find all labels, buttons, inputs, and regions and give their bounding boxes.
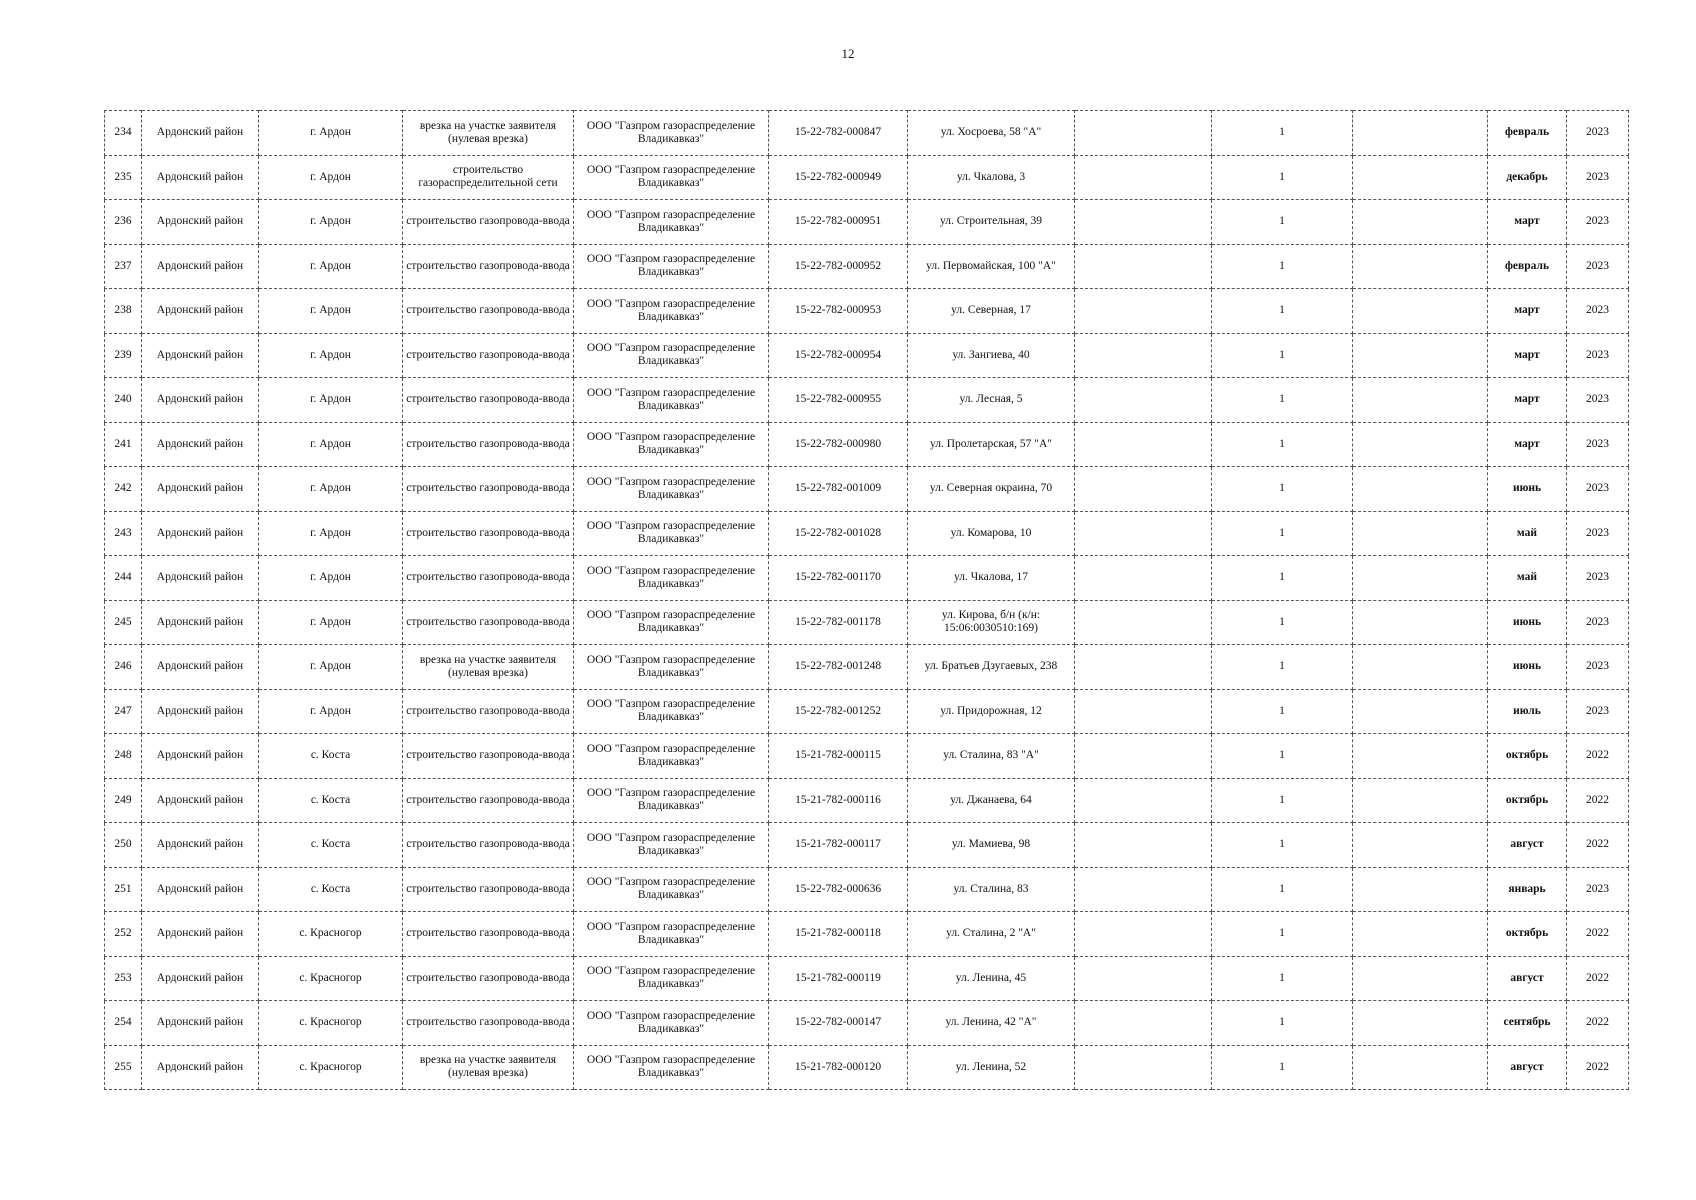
table-row — [105, 378, 1629, 423]
work-type-cell: строительство газопровода-ввода — [403, 200, 574, 245]
address-cell: ул. Комарова, 10 — [908, 511, 1075, 556]
month-cell: октябрь — [1488, 912, 1567, 957]
row-number: 243 — [105, 511, 142, 556]
code-cell: 15-22-782-000147 — [769, 1001, 908, 1046]
empty-cell — [1353, 511, 1488, 556]
empty-cell — [1353, 467, 1488, 512]
organization-cell: ООО "Газпром газораспределение Владикавказ" — [574, 1045, 769, 1090]
quantity-cell: 1 — [1212, 244, 1353, 289]
row-number: 250 — [105, 823, 142, 868]
district-cell: Ардонский район — [142, 912, 259, 957]
quantity-cell: 1 — [1212, 1001, 1353, 1046]
work-type-cell: строительство газопровода-ввода — [403, 1001, 574, 1046]
locality-cell: с. Красногор — [259, 1001, 403, 1046]
month-cell: март — [1488, 422, 1567, 467]
row-number: 247 — [105, 689, 142, 734]
table-row — [105, 600, 1629, 645]
locality-cell: г. Ардон — [259, 467, 403, 512]
empty-cell — [1075, 689, 1212, 734]
district-cell: Ардонский район — [142, 422, 259, 467]
quantity-cell: 1 — [1212, 956, 1353, 1001]
month-cell: февраль — [1488, 111, 1567, 156]
code-cell: 15-22-782-000952 — [769, 244, 908, 289]
empty-cell — [1075, 467, 1212, 512]
empty-cell — [1353, 422, 1488, 467]
organization-cell: ООО "Газпром газораспределение Владикавказ" — [574, 556, 769, 601]
code-cell: 15-22-782-000955 — [769, 378, 908, 423]
year-cell: 2023 — [1567, 378, 1629, 423]
work-type-cell: строительство газопровода-ввода — [403, 511, 574, 556]
empty-cell — [1353, 778, 1488, 823]
work-type-cell: строительство газораспределительной сети — [403, 155, 574, 200]
table-row — [105, 244, 1629, 289]
address-cell: ул. Братьев Дзугаевых, 238 — [908, 645, 1075, 690]
row-number: 235 — [105, 155, 142, 200]
code-cell: 15-22-782-001178 — [769, 600, 908, 645]
code-cell: 15-21-782-000115 — [769, 734, 908, 779]
month-cell: май — [1488, 511, 1567, 556]
locality-cell: с. Красногор — [259, 956, 403, 1001]
organization-cell: ООО "Газпром газораспределение Владикавказ" — [574, 289, 769, 334]
empty-cell — [1353, 1045, 1488, 1090]
year-cell: 2023 — [1567, 333, 1629, 378]
empty-cell — [1075, 1045, 1212, 1090]
year-cell: 2022 — [1567, 734, 1629, 779]
organization-cell: ООО "Газпром газораспределение Владикавказ" — [574, 378, 769, 423]
table-row — [105, 289, 1629, 334]
empty-cell — [1353, 333, 1488, 378]
row-number: 251 — [105, 867, 142, 912]
work-type-cell: строительство газопровода-ввода — [403, 422, 574, 467]
quantity-cell: 1 — [1212, 111, 1353, 156]
month-cell: март — [1488, 333, 1567, 378]
empty-cell — [1075, 823, 1212, 868]
month-cell: сентябрь — [1488, 1001, 1567, 1046]
empty-cell — [1353, 600, 1488, 645]
year-cell: 2022 — [1567, 956, 1629, 1001]
work-type-cell: строительство газопровода-ввода — [403, 467, 574, 512]
address-cell: ул. Пролетарская, 57 "А" — [908, 422, 1075, 467]
locality-cell: с. Красногор — [259, 1045, 403, 1090]
empty-cell — [1353, 155, 1488, 200]
quantity-cell: 1 — [1212, 645, 1353, 690]
district-cell: Ардонский район — [142, 867, 259, 912]
locality-cell: г. Ардон — [259, 244, 403, 289]
month-cell: март — [1488, 200, 1567, 245]
empty-cell — [1075, 289, 1212, 334]
table-row — [105, 867, 1629, 912]
table-row — [105, 1045, 1629, 1090]
table-row — [105, 422, 1629, 467]
work-type-cell: строительство газопровода-ввода — [403, 734, 574, 779]
quantity-cell: 1 — [1212, 689, 1353, 734]
organization-cell: ООО "Газпром газораспределение Владикавказ" — [574, 200, 769, 245]
address-cell: ул. Первомайская, 100 "А" — [908, 244, 1075, 289]
district-cell: Ардонский район — [142, 289, 259, 334]
locality-cell: г. Ардон — [259, 333, 403, 378]
table-row — [105, 823, 1629, 868]
quantity-cell: 1 — [1212, 734, 1353, 779]
row-number: 253 — [105, 956, 142, 1001]
year-cell: 2023 — [1567, 600, 1629, 645]
empty-cell — [1353, 1001, 1488, 1046]
empty-cell — [1353, 689, 1488, 734]
quantity-cell: 1 — [1212, 556, 1353, 601]
district-cell: Ардонский район — [142, 467, 259, 512]
code-cell: 15-22-782-001009 — [769, 467, 908, 512]
address-cell: ул. Ленина, 45 — [908, 956, 1075, 1001]
quantity-cell: 1 — [1212, 200, 1353, 245]
empty-cell — [1353, 556, 1488, 601]
work-type-cell: строительство газопровода-ввода — [403, 333, 574, 378]
registry-table — [104, 110, 1629, 1090]
locality-cell: г. Ардон — [259, 378, 403, 423]
district-cell: Ардонский район — [142, 823, 259, 868]
month-cell: май — [1488, 556, 1567, 601]
locality-cell: г. Ардон — [259, 645, 403, 690]
quantity-cell: 1 — [1212, 333, 1353, 378]
empty-cell — [1075, 867, 1212, 912]
table-row — [105, 734, 1629, 779]
district-cell: Ардонский район — [142, 1045, 259, 1090]
work-type-cell: врезка на участке заявителя (нулевая врезка) — [403, 1045, 574, 1090]
empty-cell — [1353, 956, 1488, 1001]
quantity-cell: 1 — [1212, 289, 1353, 334]
quantity-cell: 1 — [1212, 823, 1353, 868]
quantity-cell: 1 — [1212, 422, 1353, 467]
table-row — [105, 333, 1629, 378]
organization-cell: ООО "Газпром газораспределение Владикавказ" — [574, 511, 769, 556]
work-type-cell: строительство газопровода-ввода — [403, 956, 574, 1001]
empty-cell — [1353, 867, 1488, 912]
row-number: 255 — [105, 1045, 142, 1090]
district-cell: Ардонский район — [142, 645, 259, 690]
district-cell: Ардонский район — [142, 511, 259, 556]
month-cell: июль — [1488, 689, 1567, 734]
address-cell: ул. Зангиева, 40 — [908, 333, 1075, 378]
district-cell: Ардонский район — [142, 155, 259, 200]
locality-cell: г. Ардон — [259, 200, 403, 245]
district-cell: Ардонский район — [142, 556, 259, 601]
year-cell: 2022 — [1567, 778, 1629, 823]
month-cell: июнь — [1488, 645, 1567, 690]
quantity-cell: 1 — [1212, 1045, 1353, 1090]
code-cell: 15-22-782-000951 — [769, 200, 908, 245]
table-row — [105, 956, 1629, 1001]
locality-cell: с. Коста — [259, 778, 403, 823]
locality-cell: г. Ардон — [259, 556, 403, 601]
empty-cell — [1353, 645, 1488, 690]
address-cell: ул. Придорожная, 12 — [908, 689, 1075, 734]
organization-cell: ООО "Газпром газораспределение Владикавказ" — [574, 155, 769, 200]
empty-cell — [1353, 378, 1488, 423]
code-cell: 15-21-782-000116 — [769, 778, 908, 823]
work-type-cell: строительство газопровода-ввода — [403, 600, 574, 645]
year-cell: 2023 — [1567, 689, 1629, 734]
month-cell: октябрь — [1488, 778, 1567, 823]
row-number: 240 — [105, 378, 142, 423]
address-cell: ул. Чкалова, 17 — [908, 556, 1075, 601]
work-type-cell: врезка на участке заявителя (нулевая врезка) — [403, 645, 574, 690]
locality-cell: г. Ардон — [259, 600, 403, 645]
month-cell: август — [1488, 956, 1567, 1001]
row-number: 254 — [105, 1001, 142, 1046]
address-cell: ул. Джанаева, 64 — [908, 778, 1075, 823]
organization-cell: ООО "Газпром газораспределение Владикавказ" — [574, 912, 769, 957]
page-number: 12 — [841, 46, 855, 61]
organization-cell: ООО "Газпром газораспределение Владикавказ" — [574, 689, 769, 734]
organization-cell: ООО "Газпром газораспределение Владикавказ" — [574, 333, 769, 378]
row-number: 252 — [105, 912, 142, 957]
empty-cell — [1353, 244, 1488, 289]
year-cell: 2023 — [1567, 200, 1629, 245]
empty-cell — [1075, 600, 1212, 645]
district-cell: Ардонский район — [142, 200, 259, 245]
organization-cell: ООО "Газпром газораспределение Владикавказ" — [574, 956, 769, 1001]
work-type-cell: строительство газопровода-ввода — [403, 689, 574, 734]
district-cell: Ардонский район — [142, 378, 259, 423]
empty-cell — [1075, 912, 1212, 957]
quantity-cell: 1 — [1212, 867, 1353, 912]
locality-cell: г. Ардон — [259, 289, 403, 334]
work-type-cell: строительство газопровода-ввода — [403, 244, 574, 289]
table-row — [105, 200, 1629, 245]
district-cell: Ардонский район — [142, 333, 259, 378]
address-cell: ул. Чкалова, 3 — [908, 155, 1075, 200]
empty-cell — [1075, 155, 1212, 200]
row-number: 239 — [105, 333, 142, 378]
row-number: 249 — [105, 778, 142, 823]
table-row — [105, 467, 1629, 512]
address-cell: ул. Лесная, 5 — [908, 378, 1075, 423]
month-cell: февраль — [1488, 244, 1567, 289]
district-cell: Ардонский район — [142, 956, 259, 1001]
organization-cell: ООО "Газпром газораспределение Владикавказ" — [574, 778, 769, 823]
code-cell: 15-22-782-001252 — [769, 689, 908, 734]
row-number: 245 — [105, 600, 142, 645]
code-cell: 15-22-782-001170 — [769, 556, 908, 601]
address-cell: ул. Сталина, 2 "А" — [908, 912, 1075, 957]
district-cell: Ардонский район — [142, 778, 259, 823]
code-cell: 15-22-782-000949 — [769, 155, 908, 200]
work-type-cell: строительство газопровода-ввода — [403, 778, 574, 823]
table-row — [105, 912, 1629, 957]
month-cell: июнь — [1488, 467, 1567, 512]
organization-cell: ООО "Газпром газораспределение Владикавказ" — [574, 867, 769, 912]
registry-table-body — [105, 111, 1629, 1090]
locality-cell: г. Ардон — [259, 111, 403, 156]
district-cell: Ардонский район — [142, 111, 259, 156]
empty-cell — [1075, 778, 1212, 823]
district-cell: Ардонский район — [142, 600, 259, 645]
address-cell: ул. Сталина, 83 "А" — [908, 734, 1075, 779]
work-type-cell: врезка на участке заявителя (нулевая врезка) — [403, 111, 574, 156]
code-cell: 15-21-782-000117 — [769, 823, 908, 868]
row-number: 238 — [105, 289, 142, 334]
table-row — [105, 111, 1629, 156]
code-cell: 15-22-782-000954 — [769, 333, 908, 378]
organization-cell: ООО "Газпром газораспределение Владикавказ" — [574, 111, 769, 156]
quantity-cell: 1 — [1212, 778, 1353, 823]
year-cell: 2022 — [1567, 1001, 1629, 1046]
code-cell: 15-22-782-000847 — [769, 111, 908, 156]
district-cell: Ардонский район — [142, 244, 259, 289]
year-cell: 2023 — [1567, 155, 1629, 200]
row-number: 248 — [105, 734, 142, 779]
code-cell: 15-22-782-001248 — [769, 645, 908, 690]
address-cell: ул. Кирова, б/н (к/н: 15:06:0030510:169) — [908, 600, 1075, 645]
address-cell: ул. Строительная, 39 — [908, 200, 1075, 245]
table-row — [105, 1001, 1629, 1046]
organization-cell: ООО "Газпром газораспределение Владикавказ" — [574, 823, 769, 868]
month-cell: январь — [1488, 867, 1567, 912]
quantity-cell: 1 — [1212, 378, 1353, 423]
table-row — [105, 645, 1629, 690]
empty-cell — [1353, 289, 1488, 334]
row-number: 246 — [105, 645, 142, 690]
empty-cell — [1353, 734, 1488, 779]
locality-cell: г. Ардон — [259, 155, 403, 200]
organization-cell: ООО "Газпром газораспределение Владикавказ" — [574, 244, 769, 289]
address-cell: ул. Северная окраина, 70 — [908, 467, 1075, 512]
empty-cell — [1075, 556, 1212, 601]
code-cell: 15-21-782-000119 — [769, 956, 908, 1001]
row-number: 241 — [105, 422, 142, 467]
empty-cell — [1075, 1001, 1212, 1046]
quantity-cell: 1 — [1212, 912, 1353, 957]
year-cell: 2022 — [1567, 912, 1629, 957]
code-cell: 15-22-782-000953 — [769, 289, 908, 334]
code-cell: 15-21-782-000120 — [769, 1045, 908, 1090]
year-cell: 2023 — [1567, 422, 1629, 467]
year-cell: 2023 — [1567, 511, 1629, 556]
year-cell: 2023 — [1567, 556, 1629, 601]
empty-cell — [1353, 200, 1488, 245]
month-cell: август — [1488, 823, 1567, 868]
table-row — [105, 778, 1629, 823]
address-cell: ул. Сталина, 83 — [908, 867, 1075, 912]
month-cell: март — [1488, 378, 1567, 423]
table-row — [105, 689, 1629, 734]
quantity-cell: 1 — [1212, 155, 1353, 200]
address-cell: ул. Ленина, 42 "А" — [908, 1001, 1075, 1046]
code-cell: 15-22-782-000636 — [769, 867, 908, 912]
year-cell: 2023 — [1567, 244, 1629, 289]
year-cell: 2023 — [1567, 867, 1629, 912]
work-type-cell: строительство газопровода-ввода — [403, 912, 574, 957]
month-cell: октябрь — [1488, 734, 1567, 779]
work-type-cell: строительство газопровода-ввода — [403, 289, 574, 334]
code-cell: 15-22-782-001028 — [769, 511, 908, 556]
empty-cell — [1075, 378, 1212, 423]
address-cell: ул. Северная, 17 — [908, 289, 1075, 334]
year-cell: 2022 — [1567, 1045, 1629, 1090]
organization-cell: ООО "Газпром газораспределение Владикавказ" — [574, 734, 769, 779]
empty-cell — [1075, 956, 1212, 1001]
code-cell: 15-22-782-000980 — [769, 422, 908, 467]
empty-cell — [1075, 111, 1212, 156]
district-cell: Ардонский район — [142, 689, 259, 734]
organization-cell: ООО "Газпром газораспределение Владикавказ" — [574, 1001, 769, 1046]
empty-cell — [1075, 333, 1212, 378]
year-cell: 2023 — [1567, 289, 1629, 334]
organization-cell: ООО "Газпром газораспределение Владикавказ" — [574, 467, 769, 512]
month-cell: август — [1488, 1045, 1567, 1090]
empty-cell — [1353, 912, 1488, 957]
quantity-cell: 1 — [1212, 511, 1353, 556]
district-cell: Ардонский район — [142, 734, 259, 779]
row-number: 244 — [105, 556, 142, 601]
locality-cell: с. Красногор — [259, 912, 403, 957]
locality-cell: г. Ардон — [259, 689, 403, 734]
empty-cell — [1353, 823, 1488, 868]
row-number: 236 — [105, 200, 142, 245]
address-cell: ул. Хосроева, 58 "А" — [908, 111, 1075, 156]
month-cell: март — [1488, 289, 1567, 334]
empty-cell — [1075, 422, 1212, 467]
year-cell: 2023 — [1567, 645, 1629, 690]
row-number: 234 — [105, 111, 142, 156]
locality-cell: с. Коста — [259, 867, 403, 912]
work-type-cell: строительство газопровода-ввода — [403, 823, 574, 868]
table-row — [105, 155, 1629, 200]
locality-cell: г. Ардон — [259, 511, 403, 556]
empty-cell — [1075, 511, 1212, 556]
empty-cell — [1075, 645, 1212, 690]
work-type-cell: строительство газопровода-ввода — [403, 556, 574, 601]
locality-cell: г. Ардон — [259, 422, 403, 467]
table-row — [105, 511, 1629, 556]
quantity-cell: 1 — [1212, 600, 1353, 645]
address-cell: ул. Мамиева, 98 — [908, 823, 1075, 868]
organization-cell: ООО "Газпром газораспределение Владикавказ" — [574, 600, 769, 645]
table-row — [105, 556, 1629, 601]
work-type-cell: строительство газопровода-ввода — [403, 867, 574, 912]
month-cell: декабрь — [1488, 155, 1567, 200]
empty-cell — [1075, 734, 1212, 779]
locality-cell: с. Коста — [259, 734, 403, 779]
empty-cell — [1075, 244, 1212, 289]
row-number: 237 — [105, 244, 142, 289]
address-cell: ул. Ленина, 52 — [908, 1045, 1075, 1090]
month-cell: июнь — [1488, 600, 1567, 645]
year-cell: 2023 — [1567, 467, 1629, 512]
locality-cell: с. Коста — [259, 823, 403, 868]
empty-cell — [1075, 200, 1212, 245]
year-cell: 2023 — [1567, 111, 1629, 156]
district-cell: Ардонский район — [142, 1001, 259, 1046]
quantity-cell: 1 — [1212, 467, 1353, 512]
organization-cell: ООО "Газпром газораспределение Владикавказ" — [574, 645, 769, 690]
code-cell: 15-21-782-000118 — [769, 912, 908, 957]
row-number: 242 — [105, 467, 142, 512]
empty-cell — [1353, 111, 1488, 156]
year-cell: 2022 — [1567, 823, 1629, 868]
work-type-cell: строительство газопровода-ввода — [403, 378, 574, 423]
organization-cell: ООО "Газпром газораспределение Владикавказ" — [574, 422, 769, 467]
